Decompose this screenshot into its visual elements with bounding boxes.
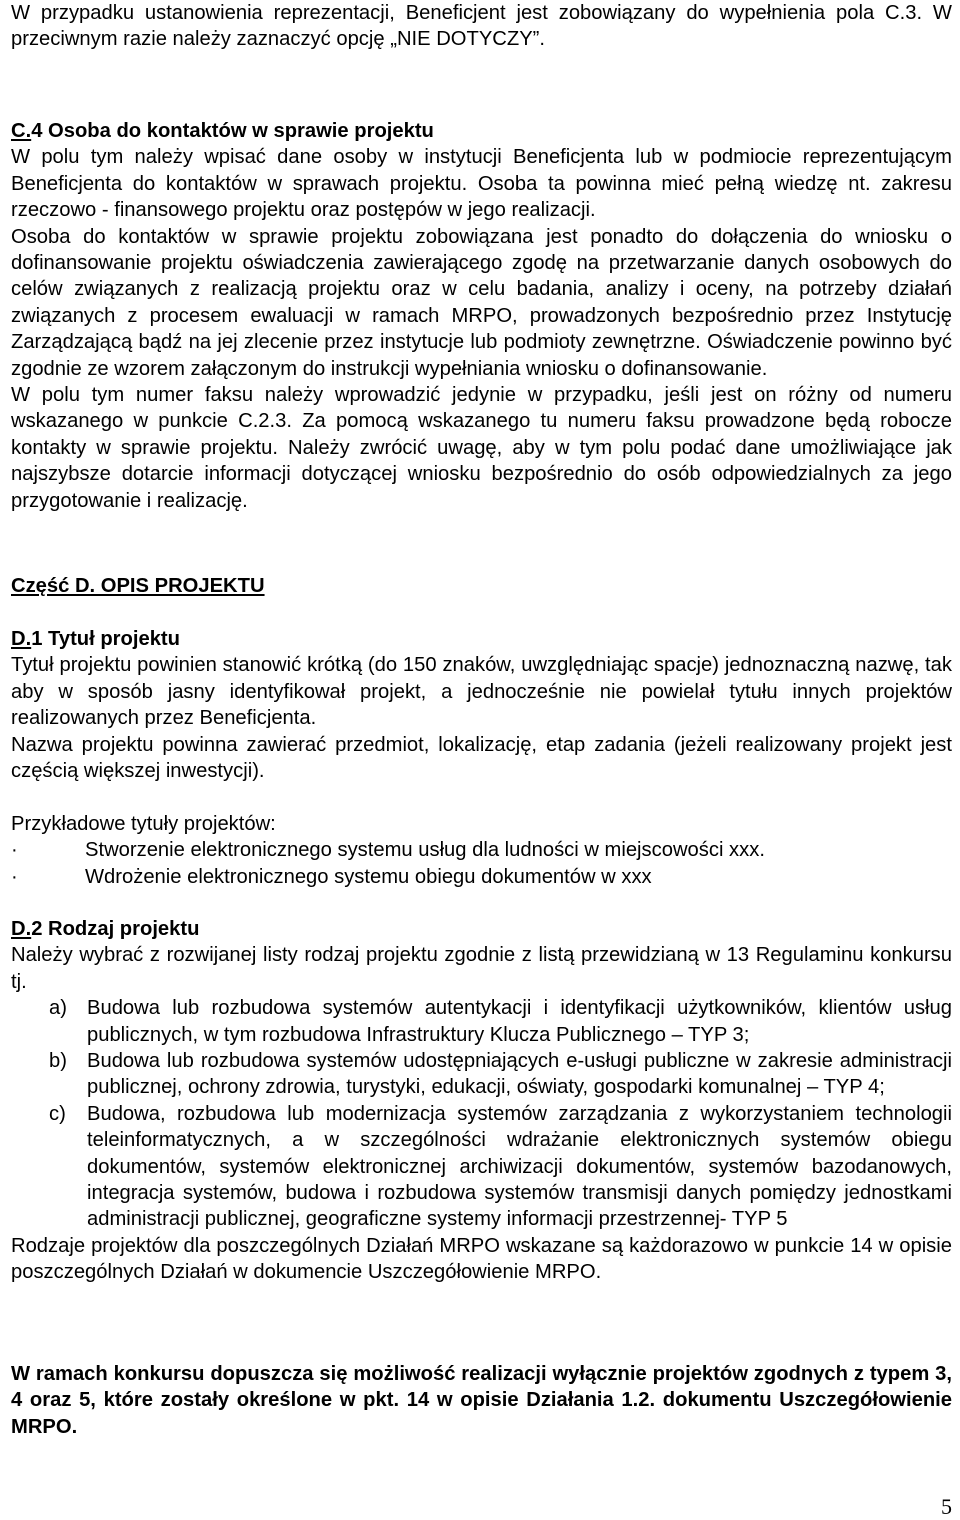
examples-label: Przykładowe tytuły projektów: (11, 812, 276, 835)
part-d-title-box (11, 573, 951, 599)
section-d1-paragraph-1: Tytuł projektu powinien stanowić krótką (do 150 znaków, uwzględniając spacje) jednoznaczną nazwę, tak aby w sposób jasny identyfikował projekt, a jednocześnie nie powielał tytułu innych projektów realizowanych przez Beneficjenta. (11, 654, 952, 730)
section-c4-heading-number: C. (11, 120, 32, 142)
section-d2-heading-text: 2 Rodzaj projektu (31, 918, 200, 940)
section-c4 (11, 118, 952, 514)
section-c4-paragraph-1: W polu tym należy wpisać dane osoby w instytucji Beneficjenta lub w podmiocie reprezentującym Beneficjenta do kontaktów w sprawach projektu. Osoba ta powinna mieć pełną wiedzę nt. zakresu rzeczowo - finansowego projektu oraz postępów w jego realizacji. (11, 146, 952, 222)
section-d1-heading-number: D. (11, 628, 32, 650)
page-number: 5 (941, 1494, 952, 1519)
list-item (11, 1101, 952, 1233)
spacer (11, 784, 952, 810)
section-d2 (11, 916, 952, 1286)
section-c4-heading (11, 118, 952, 144)
list-item (11, 995, 952, 1048)
section-d1-heading-text: 1 Tytuł projektu (31, 628, 180, 650)
list-item (11, 837, 952, 863)
section-d2-paragraph-1: Należy wybrać z rozwijanej listy rodzaj projektu zgodnie z listą przewidzianą w 13 Regulaminu konkursu tj. (11, 944, 952, 993)
section-d1 (11, 626, 952, 890)
bullet-icon: · (11, 865, 18, 888)
list-item-text: Budowa lub rozbudowa systemów udostępniających e-usługi publiczne w zakresie administracji publicznej, ochrony zdrowia, turystyki, edukacji, oświaty, gospodarki komunalnej – TYP 4; (87, 1050, 952, 1099)
section-c4-paragraph-3: W polu tym numer faksu należy wprowadzić jedynie w przypadku, jeśli jest on różny od numeru wskazanego w punkcie C.2.3. Za pomocą wskazanego tu numeru faksu prowadzone będą robocze kontakty w sprawie projektu. Należy zwrócić uwagę, aby w tym polu podać dane umożliwiające jak najszybsze dotarcie informacji dotyczącej wniosku bezpośrednio do osób odpowiedzialnych za jego przygotowanie i realizację. (11, 384, 952, 512)
list-item-text: Budowa, rozbudowa lub modernizacja systemów zarządzania z wykorzystaniem technologii teleinformatycznych, a w szczególności wdrażanie elektronicznych systemów obiegu dokumentów, systemów elektronicznej archiwizacji dokumentów, systemów bazodanowych, integracja systemów, budowa i rozbudowa systemów transmisji danych pomiędzy jednostkami administracji publicznej, geograficzne systemy informacji przestrzennej- TYP 5 (87, 1102, 952, 1231)
examples-list (11, 837, 952, 890)
final-note: W ramach konkursu dopuszcza się możliwość realizacji wyłącznie projektów zgodnych z typem 3, 4 oraz 5, które zostały określone w pkt. 14 w opisie Działania 1.2. dokumentu Uszczegółowienie MRPO. (11, 1363, 952, 1438)
list-item-label: a) (49, 997, 67, 1020)
intro-paragraph: W przypadku ustanowienia reprezentacji, Beneficjent jest zobowiązany do wypełnienia pola C.3. W przeciwnym razie należy zaznaczyć opcję „NIE DOTYCZY”. (11, 2, 952, 51)
list-item-text: Wdrożenie elektronicznego systemu obiegu dokumentów w xxx (85, 865, 652, 888)
project-type-list (11, 995, 952, 1233)
list-item (11, 1048, 952, 1101)
list-item-text: Stworzenie elektronicznego systemu usług dla ludności w miejscowości xxx. (85, 839, 765, 862)
section-d2-heading-number: D. (11, 918, 32, 940)
part-d-title: Część D. OPIS PROJEKTU (11, 575, 265, 597)
section-d2-paragraph-2: Rodzaje projektów dla poszczególnych Działań MRPO wskazane są każdorazowo w punkcie 14 w opisie poszczególnych Działań w dokumencie Uszczegółowienie MRPO. (11, 1234, 952, 1284)
section-d1-paragraph-2: Nazwa projektu powinna zawierać przedmiot, lokalizację, etap zadania (jeżeli realizowany projekt jest częścią większej inwestycji). (11, 733, 952, 783)
list-item-label: b) (49, 1050, 67, 1073)
bullet-icon: · (11, 839, 18, 862)
section-c4-paragraph-2: Osoba do kontaktów w sprawie projektu zobowiązana jest ponadto do dołączenia do wniosku o dofinansowanie projektu oświadczenia zawierającego zgodę na przetwarzanie danych osobowych do celów związanych z realizacją projektu oraz w celu badania, analizy i oceny, na potrzeby działań związanych z procesem ewaluacji w ramach MRPO, prowadzonych bezpośrednio przez Instytucję Zarządzającą bądź na jej zlecenie przez instytucje lub podmioty zewnętrzne. Oświadczenie powinno być zgodnie ze wzorem załączonym do instrukcji wypełniania wniosku o dofinansowanie. (11, 225, 952, 380)
list-item (11, 864, 952, 890)
section-d1-heading (11, 626, 952, 652)
list-item-text: Budowa lub rozbudowa systemów autentykacji i identyfikacji użytkowników, klientów usług publicznych, w tym rozbudowa Infrastruktury Klucza Publicznego – TYP 3; (87, 997, 952, 1046)
list-item-label: c) (49, 1102, 66, 1125)
section-d2-heading (11, 916, 952, 942)
section-c4-heading-text: 4 Osoba do kontaktów w sprawie projektu (31, 120, 434, 142)
